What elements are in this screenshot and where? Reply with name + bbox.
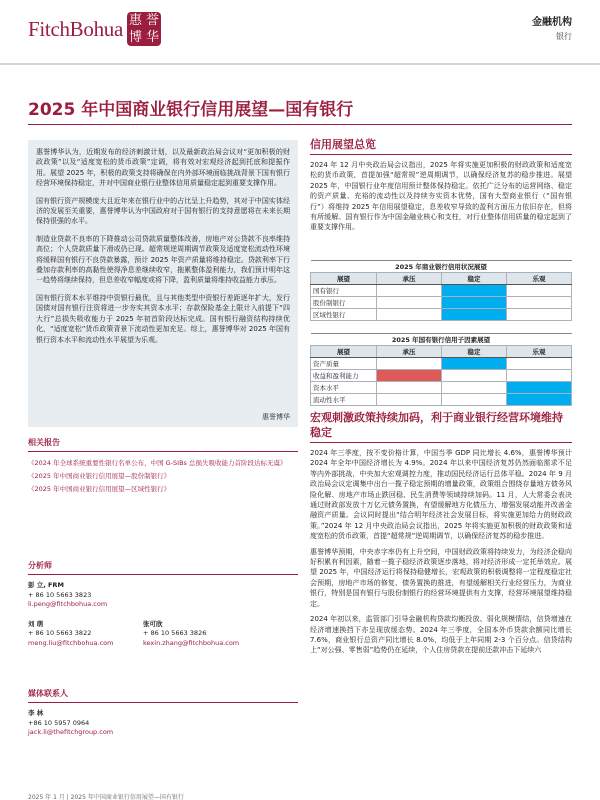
analyst-email[interactable]: kexin.zhang@fitchbohua.com	[143, 638, 240, 647]
level-cell-positive	[507, 358, 572, 370]
table-row-label: 资产质量	[311, 358, 377, 370]
level-cell-pressure	[377, 285, 442, 297]
analyst-phone: + 86 10 5663 3826	[143, 629, 207, 637]
level-cell-pressure	[377, 382, 442, 394]
table-header: 承压	[377, 273, 442, 285]
media-contact-section	[28, 688, 298, 738]
subfactor-outlook-table	[310, 333, 572, 406]
table-header: 稳定	[442, 346, 507, 358]
analyst-card	[28, 581, 298, 610]
level-cell-pressure	[377, 358, 442, 370]
related-report-link[interactable]: 《2024 年全球系统重要性银行名单公布，中国 G-SIBs 总损失吸收能力首阶段达标无虞》	[28, 459, 287, 467]
table-row-label: 股份制银行	[311, 297, 377, 309]
level-cell-positive	[507, 285, 572, 297]
level-cell-stable	[442, 309, 507, 321]
related-report-link[interactable]: 《2025 年中国商业银行信用展望—区域性银行》	[28, 485, 171, 493]
table-header: 展望	[311, 273, 377, 285]
level-cell-stable	[442, 297, 507, 309]
level-cell-stable	[442, 358, 507, 370]
media-contact-card	[28, 709, 298, 738]
media-contact-phone: +86 10 5957 0964	[28, 718, 90, 727]
logo-text: FitchBohua	[28, 16, 123, 41]
table-header: 展望	[311, 346, 377, 358]
table-header: 乐观	[507, 273, 572, 285]
table-caption: 2025 年商业银行信用状况展望	[311, 261, 572, 273]
logo-seal-char: 惠	[128, 13, 142, 28]
table-header: 乐观	[507, 346, 572, 358]
table-row-label: 收益和盈利能力	[311, 370, 377, 382]
summary-paragraph: 国有银行资产规模庞大且近年来在银行业中的占比呈上升趋势，其对于中国实体经济的发展至关重要，惠誉博华认为中国政府对于国有银行的支持意愿将在未来长期保持很强的水平。	[36, 196, 290, 226]
logo-seal-char: 博	[128, 30, 142, 45]
title-divider	[28, 124, 572, 125]
policy-section	[310, 410, 572, 661]
level-cell-pressure	[377, 309, 442, 321]
logo-seal	[127, 12, 161, 46]
table-row-label: 流动性水平	[311, 394, 377, 406]
outlook-section	[310, 137, 572, 238]
analyst-name: 张可欣	[143, 619, 163, 628]
table-row	[311, 370, 572, 382]
media-contact-email[interactable]: jack.li@thefitchgroup.com	[28, 728, 114, 736]
media-contact-name: 李 林	[28, 709, 44, 717]
outlook-paragraph: 2024 年 12 月中央政治局会议指出，2025 年将实施更加积极的财政政策和适度宽松的货币政策，首提加强“超常规”逆周期调节，以确保经济复苏的稳步推进。展望 2025 年，中国银行业年度信用预计整体保持稳定。依托广泛分布的运营网络、稳定的资产质量、充裕的流动性以及持续夯实资本优势，国有大型商业银行（“国有银行”）将维持 2025 年信用展望稳定，息差收窄导致的盈利方面压力依旧存在，但将有所缓解。国有银行作为中国金融业核心和支柱，对行业整体信用质量的稳定起到了重要支撑作用。	[310, 161, 572, 232]
level-cell-pressure	[377, 370, 442, 382]
outlook-heading: 信用展望总览	[310, 138, 376, 151]
table-row	[311, 285, 572, 297]
table-header: 稳定	[442, 273, 507, 285]
outlook-divider	[310, 154, 572, 155]
table-row	[311, 297, 572, 309]
table-row-label: 区域性银行	[311, 309, 377, 321]
level-cell-positive	[507, 394, 572, 406]
level-cell-positive	[507, 297, 572, 309]
analysts-section	[28, 560, 298, 648]
table-row	[311, 382, 572, 394]
table-row-label: 资本水平	[311, 382, 377, 394]
page-footer: 2025 年 1 月 | 2025 年中国商业银行信用展望—国有银行	[28, 794, 184, 800]
policy-paragraph: 惠誉博华预期，中央赤字率仍有上升空间，中国财政政策将持续发力，为经济企稳向好积累有利因素，随着一揽子稳经济政策逐步落地，将对经济形成一定托举效应。展望 2025 年，中国经济运行将保持稳健增长，宏观政策的积极调整将一定程度稳定社会预期，房地产市场的修复、债务置换的推进，有望缓解相关行业经营压力，为商业银行，特别是国有银行与股份制银行的经营环境提供有力支撑，经营环境展望维持稳定。	[310, 547, 572, 608]
analyst-phone: + 86 10 5663 3822	[28, 629, 92, 637]
logo-seal-char: 华	[145, 30, 159, 45]
analyst-card	[143, 620, 239, 649]
policy-paragraph: 2024 年初以来，监管部门引导金融机构贷款均衡投放、弱化规模情结，信贷增速在经济增速换挡下亦呈现放缓态势。2024 年三季度，全国本外币贷款余额同比增长 7.6%，商业银行总资产同比增长 8.0%，均低于上年同期 2-3 个百分点。信贷结构上“对公强、零售弱”趋势仍在延续，个人住房贷款在提前还款冲击下延续六	[310, 615, 572, 655]
table-caption: 2025 年国有银行信用子因素展望	[311, 334, 572, 346]
policy-heading: 宏观刺激政策持续加码，利于商业银行经营环境维持稳定	[310, 411, 563, 439]
level-cell-pressure	[377, 297, 442, 309]
analyst-email[interactable]: meng.liu@fitchbohua.com	[28, 638, 114, 647]
page-header	[0, 0, 600, 60]
policy-divider	[310, 442, 572, 443]
analyst-name: 彭 立, FRM	[28, 581, 64, 589]
sector-subtitle: 银行	[556, 32, 572, 41]
sector-title: 金融机构	[532, 17, 572, 28]
analyst-email[interactable]: li.peng@fitchbohua.com	[28, 600, 108, 608]
summary-box	[28, 140, 298, 427]
level-cell-positive	[507, 370, 572, 382]
table-header: 承压	[377, 346, 442, 358]
related-reports	[28, 437, 298, 497]
level-cell-stable	[442, 285, 507, 297]
level-cell-positive	[507, 382, 572, 394]
analyst-phone: + 86 10 5663 3823	[28, 590, 92, 599]
media-heading: 媒体联系人	[28, 688, 298, 703]
bank-outlook-table	[310, 260, 572, 321]
page-title: 2025 年中国商业银行信用展望—国有银行	[28, 100, 354, 120]
summary-paragraph: 制造业贷款不良率的下降推动公司贷款质量整体改善，房地产对公贷款不良率维持高位；个人贷款质量下滑或仍已现。超常规逆周期调节政策及适度宽松流动性环境将缓释国有银行不良贷款暴露，预计 2025 年资产质量将维持稳定。贷款利率下行叠加存款利率的高黏性使得净息差继续收窄，拖累整体盈利能力，我们预计明年这一趋势将继续保持，但息差收窄幅度或将下降，盈利质量将维持收益能力承压。	[36, 234, 290, 285]
level-cell-stable	[442, 394, 507, 406]
table-row-label: 国有银行	[311, 285, 377, 297]
sector-label	[532, 13, 572, 42]
logo-seal-char: 誉	[145, 13, 159, 28]
policy-paragraph: 2024 年三季度，按不变价格计算，中国当季 GDP 同比增长 4.6%，惠誉博华预计 2024 年全年中国经济增长为 4.9%。2024 年以来中国经济复苏仍然面临需求不足等内外部挑战，中央加大宏观调控力度，推动国民经济运行总体平稳。2024 年 9 月政治局会议定调集中出台一揽子稳定预期的增量政策，政策组合围绕存量地方债务风险化解、房地产市场止跌回稳、民生消费等领域持续加码。11 月，人大常委会表决通过财政部发放十万亿元债务置换，有望缓解地方化债压力，增强发展动能并改善金融资产质量。会议同时提出“结合明年经济社会发展目标，将实施更加给力的财政政策。”2024 年 12 月中央政治局会议指出，2025 年将实施更加积极的财政政策和适度宽松的货币政策，首提“超常规”逆周期调节，以确保经济复苏的稳步推进。	[310, 449, 572, 541]
summary-signature: 惠誉博华	[262, 413, 290, 421]
analyst-name: 刘 萌	[28, 619, 44, 628]
level-cell-pressure	[377, 394, 442, 406]
fitchbohua-logo	[28, 12, 161, 46]
table-row	[311, 309, 572, 321]
level-cell-stable	[442, 370, 507, 382]
summary-paragraph: 惠誉博华认为，近期发布的经济刺激计划，以及最新政治局会议对“更加积极的财政政策”以及“适度宽松的货币政策”定调，将有效对宏观经济起到托底和提振作用。展望 2025 年，积极的政策支持将确保在内外部环境面临挑战背景下国有银行经营环境保持稳定，并对中国商业银行业整体信用质量稳定起到重要支撑作用。	[36, 148, 290, 188]
level-cell-stable	[442, 382, 507, 394]
table-row	[311, 358, 572, 370]
related-report-link[interactable]: 《2025 年中国商业银行信用展望—股份制银行》	[28, 472, 171, 480]
header-divider	[0, 63, 600, 65]
summary-paragraph: 国有银行资本水平维持中资银行最优，且与其他类型中资银行差距逐年扩大，发行国债对国有银行注资将进一步夯实其资本水平；存款保险基金上限计入前提下“四大行”总损失吸收能力于 2025 年初首阶段达标完成。国有银行融资结构持续优化，“适度宽松”货币政策背景下流动性更加充足。综上，惠誉博华对 2025 年国有银行资本水平和流动性水平展望为乐观。	[36, 293, 290, 344]
table-row	[311, 394, 572, 406]
level-cell-positive	[507, 309, 572, 321]
related-heading: 相关报告	[28, 437, 298, 452]
analysts-heading: 分析师	[28, 560, 298, 575]
analyst-card	[28, 620, 143, 649]
